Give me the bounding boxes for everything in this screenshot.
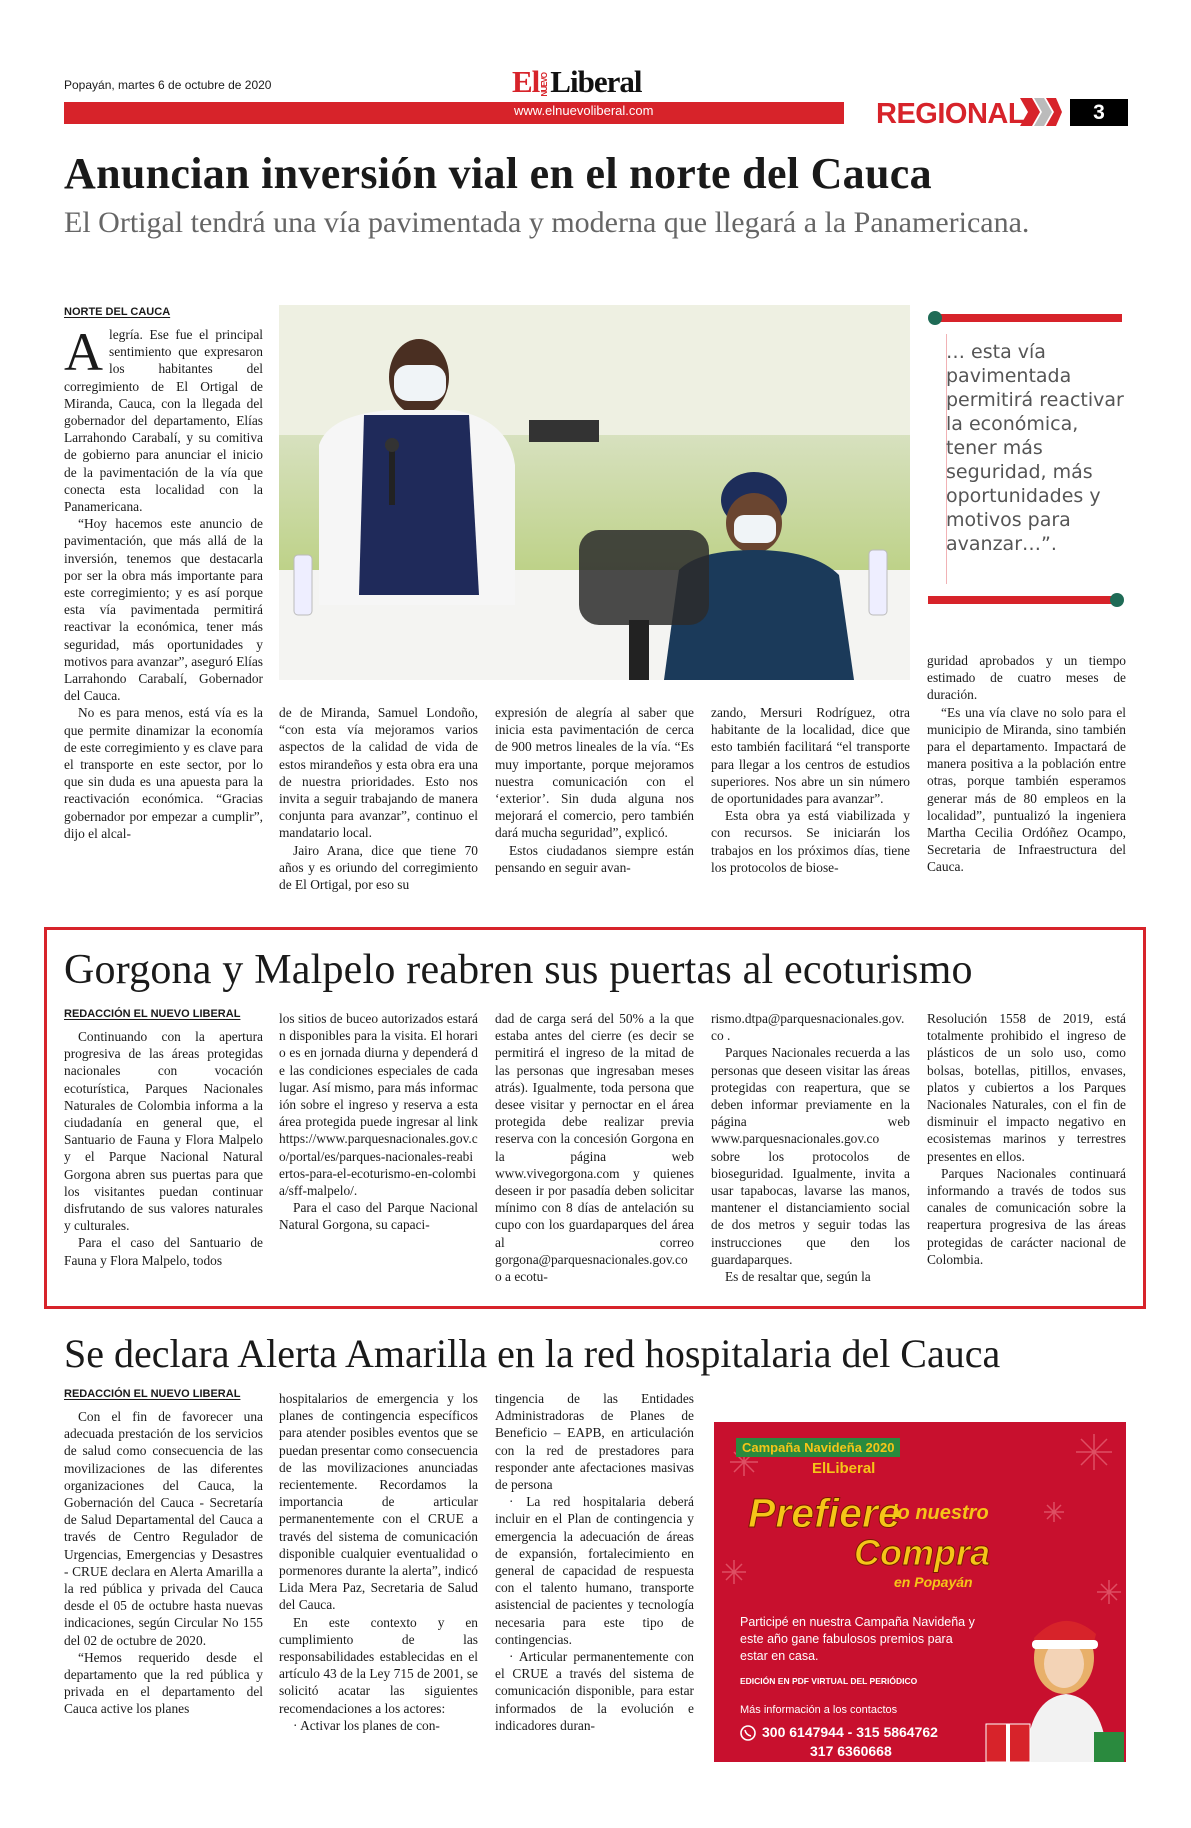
article-column: Resolución 1558 de 2019, está totalmente prohibido el ingreso de plásticos de un solo uso, como bolsas, botellas, pitillos, envases, platos y cubiertos a los Parques Nacionales Naturales, con el fin de disminuir el impacto negativo en ecosistemas marinos y terrestres presentes en ellos. Parques Nacionales continuará informando a través de todos sus canales de comunicación sobre la reapertura progresiva de las áreas protegidas de carácter nacional de Colombia.	[927, 1011, 1126, 1267]
article-column: hospitalarios de emergencia y los planes de contingencia específicos para atender posibles eventos que se puedan presentar como consecuencia de las movilizaciones anunciadas recientemente. Recordamos la importancia de articular permanentemente con el CRUE a través del sistema de comunicación disponible cualquier eventualidad o pormenores durante la alerta”, indicó Lida Mera Paz, Secretaria de Salud del Cauca. En este contexto y en cumplimiento de las responsabilidades establecidas en el artículo 43 de la Ley 715 de 2001, se solicitó acatar las siguientes recomendaciones a los actores: · Activar los planes de con-	[279, 1391, 478, 1733]
article-kicker: NORTE DEL CAUCA	[64, 306, 171, 318]
pull-quote-rule	[932, 314, 1122, 322]
article-kicker: REDACCIÓN EL NUEVO LIBERAL	[64, 1388, 241, 1400]
article-photo	[279, 305, 910, 680]
pull-quote: … esta vía pavimentada permitirá reactivar la económica, tener más seguridad, más oportunidades y motivos para avanzar…”.	[946, 341, 1124, 555]
christmas-campaign-ad[interactable]	[714, 1422, 1126, 1762]
pull-quote-rule	[928, 596, 1118, 604]
article-headline: Se declara Alerta Amarilla en la red hospitalaria del Cauca	[64, 1331, 1001, 1376]
article-column: de de Miranda, Samuel Londoño, “con esta vía mejoramos varios aspectos de la calidad de vida de estos mirandeños y esta obra era una de nuestra prioridades. Esto nos invita a seguir trabajando de manera conjunta para avanzar”, continuo el mandatario local. Jairo Arana, dice que tiene 70 años y es oriundo del corregimiento de El Ortigal, por eso su	[279, 705, 478, 893]
ad-headline: Prefiere	[748, 1490, 901, 1536]
page-number: 3	[1070, 99, 1128, 126]
ad-phone-number[interactable]: 317 6360668	[810, 1743, 892, 1759]
woman-with-gifts-image	[976, 1612, 1126, 1762]
article-kicker: REDACCIÓN EL NUEVO LIBERAL	[64, 1008, 241, 1020]
ad-contacts-label: Más información a los contactos	[740, 1704, 898, 1716]
article-column: Con el fin de favorecer una adecuada prestación de los servicios de salud como consecuencia de las movilizaciones de las diferentes organizaciones del Cauca, la Gobernación del Cauca - Secretaría de Salud Departamental del Cauca a través de Centro Regulador de Urgencias, Emergencias y Desastres - CRUE declara en Alerta Amarilla a la red pública y privada del Cauca desde el 05 de octubre hasta nuevas indicaciones, según Circular No 155 del 02 de octubre de 2020. “Hemos requerido desde el departamento que la red pública y privada en el departamento del Cauca active los planes	[64, 1409, 263, 1717]
ad-body: Participé en nuestra Campaña Navideña y este año gane fabulosos premios para estar en casa.	[740, 1615, 975, 1663]
header-bar	[64, 102, 844, 124]
ad-brand: ElLiberal	[812, 1460, 876, 1477]
whatsapp-icon	[740, 1725, 756, 1741]
article-column: guridad aprobados y un tiempo estimado de cuatro meses de duración. “Es una vía clave no solo para el municipio de Miranda, sino también para el departamento. Impactará de manera positiva a la población entre otras, porque también esperamos generar más de 80 empleos en la localidad”, puntualizó la ingeniera Martha Cecilia Ordóñez Ocampo, Secretaria de Infraestructura del Cauca.	[927, 653, 1126, 875]
article-column: tingencia de las Entidades Administradoras de Planes de Beneficio – EAPB, en articulación con la red de prestadores para responder ante afectaciones masivas de persona · La red hospitalaria deberá incluir en el Plan de contingencia y emergencia la adecuación de áreas de expansión, fortalecimiento en general de capacidad de respuesta con el talento humano, transporte asistencial de pacientes y tecnología necesaria para este tipo de contingencias. · Articular permanentemente con el CRUE a través del sistema de comunicación disponible, para estar informados de la evolución e indicadores duran-	[495, 1391, 694, 1733]
section-stripes-icon	[1020, 98, 1062, 126]
ad-headline-sub: lo nuestro	[892, 1502, 989, 1524]
article-headline: Gorgona y Malpelo reabren sus puertas al ecoturismo	[64, 947, 973, 993]
ad-campaign-label: Campaña Navideña 2020	[736, 1438, 900, 1457]
newspaper-logo[interactable]: ElNUEVOLiberal	[512, 64, 642, 99]
pull-quote-dot	[1110, 593, 1124, 607]
section-label: REGIONAL	[876, 98, 1026, 130]
website-url[interactable]: www.elnuevoliberal.com	[514, 103, 654, 118]
article-column: expresión de alegría al saber que inicia esta pavimentación de cerca de 900 metros lineales de la vía. “Es muy importante, porque mejoramos nuestra comunicación con el ‘exterior’. Sin duda alguna nos mejorará el comercio, pero también dará mucha seguridad”, explicó. Estos ciudadanos siempre están pensando en seguir avan-	[495, 705, 694, 875]
article-column: los sitios de buceo autorizados estarán disponibles para la visita. El horario es en jornada diurna y dependerá de las condiciones especiales de cada lugar. Así mismo, para más información sobre el ingreso y reserva a esta área protegida puede ingresar al link https://www.parquesnacionales.gov.co/portal/es/parques-nacionales-reabiertos-para-el-ecoturismo-en-colombia/sff-malpelo/. Para el caso del Parque Nacional Natural Gorgona, su capaci-	[279, 1011, 478, 1233]
article-subheadline: El Ortigal tendrá una vía pavimentada y moderna que llegará a la Panamericana.	[64, 206, 1030, 239]
article-column: Continuando con la apertura progresiva de las áreas protegidas nacionales con vocación ecoturística, Parques Nacionales Naturales de Colombia informa a la ciudadanía en general que, el Santuario de Fauna y Flora Malpelo y el Parque Nacional Natural Gorgona abren sus puertas para que los visitantes puedan continuar disfrutando de sus valores naturales y culturales. Para el caso del Santuario de Fauna y Flora Malpelo, todos	[64, 1029, 263, 1268]
article-column: rismo.dtpa@parquesnacionales.gov.co . Parques Nacionales recuerda a las personas que deseen visitar las áreas protegidas con reapertura, que se deben informar previamente en la página web www.parquesnacionales.gov.co sobre los protocolos de bioseguridad. Igualmente, invita a usar tapabocas, lavarse las manos, mantener el distanciamiento social de dos metros y seguir todas las instrucciones que den los guardaparques. Es de resaltar que, según la	[711, 1011, 910, 1285]
article-column: dad de carga será del 50% a la que estaba antes del cierre (es decir se permitirá el ingreso de la mitad de las personas que ingresaban meses atrás). Igualmente, toda persona que desee visitar y pernoctar en el área protegida debe realizar previa reserva con la concesión Gorgona en la página web www.vivegorgona.com y quienes deseen ir por pasadía deben solicitar mínimo con 8 días de antelación su cupo con los guardaparques del área al correo gorgona@parquesnacionales.gov.co o a ecotu-	[495, 1011, 694, 1285]
ad-phone-numbers[interactable]: 300 6147944 - 315 5864762	[762, 1724, 938, 1740]
ad-headline-city: en Popayán	[894, 1574, 973, 1590]
article-column: zando, Mersuri Rodríguez, otra habitante de la localidad, dice que esto también facilitará “el transporte para llegar a los centros de estudios superiores. Nos abre un sin número de oportunidades para avanzar”. Esta obra ya está viabilizada y con recursos. Se iniciarán los trabajos en los próximos días, tiene los protocolos de biose-	[711, 705, 910, 875]
drop-cap: A	[64, 322, 103, 382]
issue-date: Popayán, martes 6 de octubre de 2020	[64, 78, 272, 92]
article-column: Alegría. Ese fue el principal sentimiento que expresaron los habitantes del corregimiento de El Ortigal de Miranda, Cauca, con la llegada del gobernador del departamento, Elías Larrahondo Carabalí, y su comitiva de gobierno para anunciar el inicio de la pavimentación de la vía que conecta esta localidad con la Panamericana. “Hoy hacemos este anuncio de pavimentación, que más allá de la inversión, tenemos que destacarla por ser la obra más importante para este corregimiento; y es así porque esta vía pavimentada permitirá reactivar la económica, tener más seguridad, más oportunidades y motivos para avanzar”, aseguró Elías Larrahondo Carabalí, Gobernador del Cauca. No es para menos, está vía es la que permite dinamizar la economía de este corregimiento y es clave para el transporte en este sector, por lo que sin duda es una apuesta para la reactivación económica. “Gracias gobernador por empezar a cumplir”, dijo el alcal-	[64, 322, 263, 841]
ad-headline-2: Compra	[854, 1532, 991, 1573]
pull-quote-dot	[928, 311, 942, 325]
ad-edition-label: EDICIÓN EN PDF VIRTUAL DEL PERIÓDICO	[740, 1676, 918, 1686]
article-headline: Anuncian inversión vial en el norte del Cauca	[64, 149, 932, 198]
